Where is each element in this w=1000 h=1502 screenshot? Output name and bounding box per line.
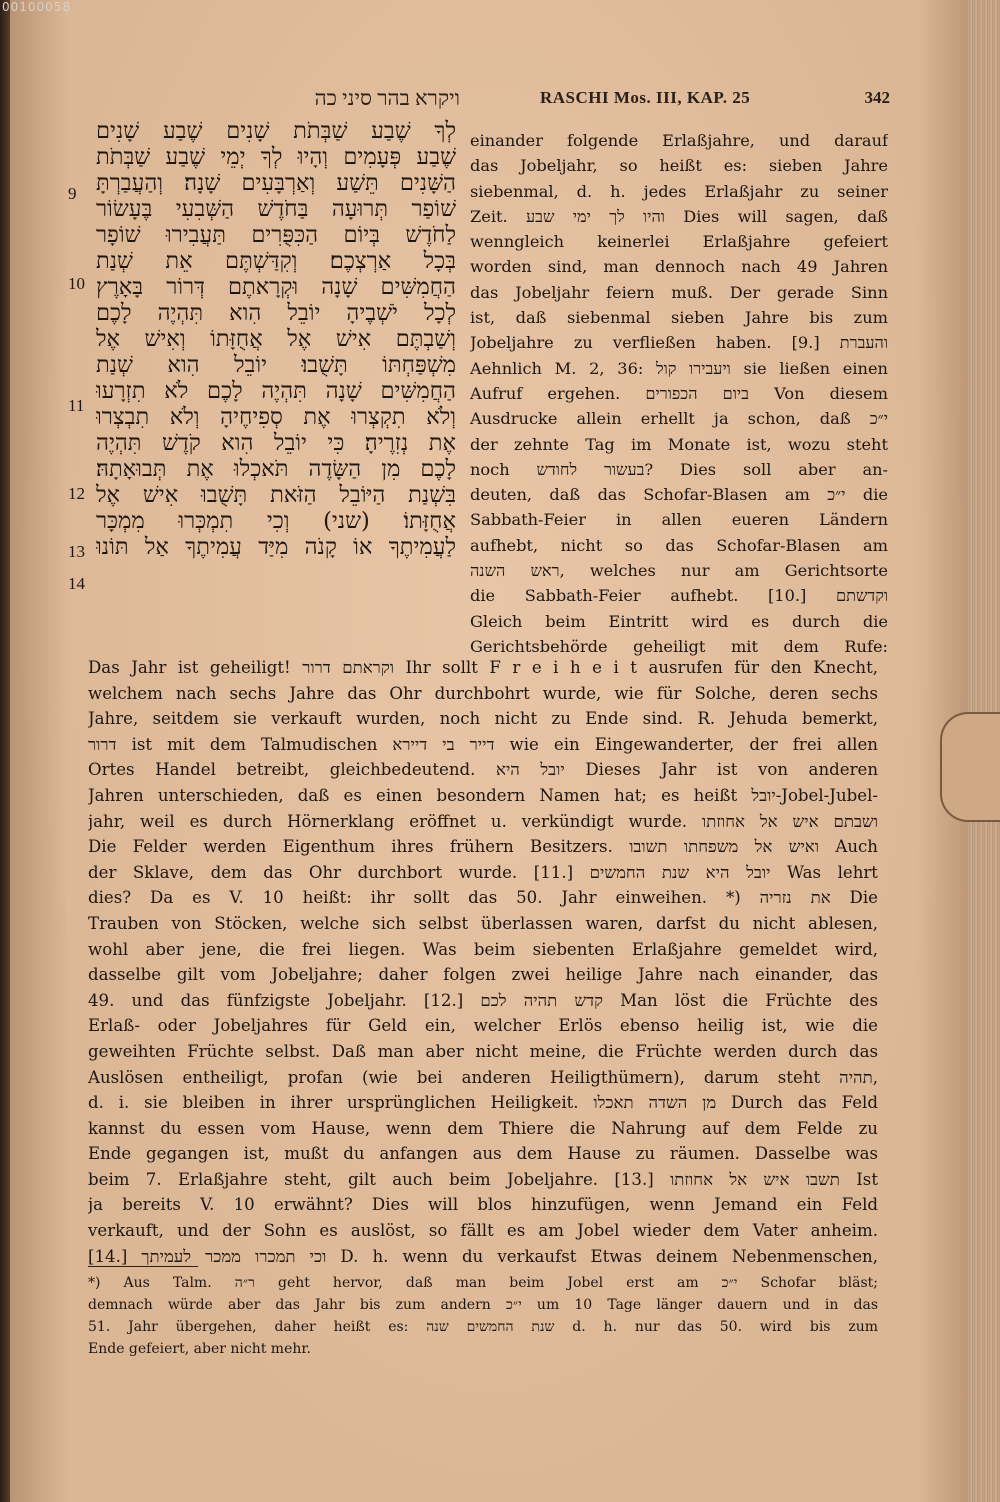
commentary-line: ja bereits V. 10 erwähnt? Dies will blos hinzufügen, wenn Jemand ein Feld — [88, 1195, 878, 1215]
commentary-line: Jahre, seitdem sie verkauft wurden, noch nicht zu Ende sind. R. Jehuda bemerkt, — [88, 709, 878, 729]
commentary-line: der Sklave, dem das Ohr durchbort wurde. [11.] יובל היא שנת החמשים Was lehrt — [88, 862, 878, 882]
commentary-line: Jahren unterschieden, daß es einen besondern Namen hat; es heißt יובל-Jobel-Jubel- — [88, 785, 878, 805]
commentary-line: das Jobeljahr feiern muß. Der gerade Sinn — [470, 282, 888, 302]
hebrew-line: הַחֲמִשִּׁים שָׁנָה תִּהְיֶה לָכֶם לֹא תִזְרָעוּ — [96, 378, 456, 404]
verse-number: 11 — [68, 396, 85, 415]
commentary-line: jahr, weil es durch Hörnerklang eröffnet u. verkündigt wurde. ושבתם איש אל אחוזתו — [88, 811, 878, 831]
hebrew-line: לְךָ שֶׁבַע שַׁבְּתֹת שָׁנִים שֶׁבַע שָׁנִים — [96, 118, 456, 144]
hebrew-line: וְלֹא תִקְצְרוּ אֶת סְפִיחֶיהָ וְלֹא תִבְצְרוּ — [96, 404, 456, 430]
hebrew-line: בְּכָל אַרְצְכֶם׃ וְקִדַּשְׁתֶּם אֵת שְׁנַת — [96, 248, 456, 274]
hebrew-running-title: ויקרא בהר סיני כה — [314, 86, 460, 110]
commentary-line: Das Jahr ist geheiligt! וקראתם דרור Ihr sollt F r e i h e i t ausrufen für den Knecht, — [88, 658, 878, 677]
footnote-line: Ende gefeiert, aber nicht mehr. — [88, 1341, 311, 1357]
commentary-line: verkauft, und der Sohn es auslöst, so fällt es am Jobel wieder dem Vater anheim. — [88, 1221, 878, 1241]
commentary-line: der zehnte Tag im Monate ist, wozu steht — [470, 434, 888, 454]
commentary-line: Ende gegangen ist, mußt du anfangen aus dem Hause zu räumen. Dasselbe was — [88, 1144, 878, 1164]
commentary-right-column — [470, 128, 888, 659]
commentary-line: דרור ist mit dem Talmudischen דייר בי דיירא wie ein Eingewanderter, der frei allen — [88, 734, 878, 754]
hebrew-line: מִשְׁפַּחְתּוֹ תָּשֻׁבוּ׃ יוֹבֵל הִוא שְׁנַת — [96, 352, 456, 378]
commentary-line: geweihten Früchte selbst. Daß man aber nicht meine, die Früchte werden durch das — [88, 1041, 878, 1061]
commentary-line: kannst du essen vom Hause, wenn dem Thiere die Nahrung auf dem Felde zu — [88, 1118, 878, 1138]
hebrew-line: אֲחֻזָּתוֹ׃ (שני) וְכִי תִמְכְּרוּ מִמְכָּר — [96, 508, 456, 534]
hebrew-line: שׁוֹפַר תְּרוּעָה בַּחֹדֶשׁ הַשְּׁבִעִי בֶּעָשׂוֹר — [96, 196, 456, 222]
commentary-line: Sabbath-Feier in allen eueren Ländern — [470, 510, 888, 530]
hebrew-line: בִּשְׁנַת הַיּוֹבֵל הַזֹּאת תָּשֻׁבוּ אִישׁ אֶל — [96, 482, 456, 508]
hebrew-verse-text — [96, 118, 456, 560]
commentary-line: wohl aber jene, die frei liegen. Was beim siebenten Erlaßjahre gemeldet wird, — [88, 939, 878, 959]
commentary-line: Jobeljahre zu verfließen haben. [9.] והעברת — [470, 333, 888, 353]
commentary-line: worden sind, man dennoch nach 49 Jahren — [470, 257, 888, 277]
commentary-line: Gleich beim Eintritt wird es durch die — [470, 611, 888, 631]
commentary-line: deuten, daß das Schofar-Blasen am י״כ die — [470, 485, 888, 505]
commentary-line: Erlaß- oder Jobeljahres für Geld ein, welcher Erlös ebenso heilig ist, wie die — [88, 1016, 878, 1036]
hebrew-line: שֶׁבַע פְּעָמִים וְהָיוּ לְךָ יְמֵי שֶׁבַע שַׁבְּתֹת — [96, 144, 456, 170]
commentary-line: Gerichtsbehörde geheiligt mit dem Rufe: — [470, 636, 888, 656]
commentary-line: noch בעשור לחודש? Dies soll aber an- — [470, 459, 888, 479]
footnote-line: 51. Jahr übergehen, daher heißt es: שנת החמשים שנה d. h. nur das 50. wird bis zum — [88, 1319, 878, 1335]
thumb-index-tab — [940, 712, 1000, 822]
verse-number: 13 — [68, 542, 85, 561]
commentary-line: d. i. sie bleiben in ihrer ursprünglichen Heiligkeit. מן השדה תאכלו Durch das Feld — [88, 1093, 878, 1113]
hebrew-line: לְכָל יֹשְׁבֶיהָ יוֹבֵל הִוא תִּהְיֶה לָכֶם — [96, 300, 456, 326]
hebrew-line: לַחֹדֶשׁ בְּיוֹם הַכִּפֻּרִים תַּעֲבִירוּ שׁוֹפָר — [96, 222, 456, 248]
commentary-line: Ortes Handel betreibt, gleichbedeutend. יובל היא Dieses Jahr ist von anderen — [88, 760, 878, 780]
footnote — [88, 1272, 878, 1360]
hebrew-line: לָכֶם מִן הַשָּׂדֶה תֹּאכְלוּ אֶת תְּבוּאָתָהּ׃ — [96, 456, 456, 482]
commentary-line: Ausdrucke allein erhellt ja schon, daß י״כ — [470, 409, 888, 429]
commentary-line: einander folgende Erlaßjahre, und darauf — [470, 131, 888, 150]
commentary-line: aufhebt, nicht so das Schofar-Blasen am — [470, 535, 888, 555]
commentary-full-width — [88, 655, 878, 1269]
verse-number: 9 — [68, 184, 77, 203]
commentary-line: Auslösen entheiligt, profan (wie bei anderen Heiligthümern), darum steht תהיה, — [88, 1067, 878, 1087]
footnote-divider — [88, 1266, 198, 1267]
commentary-line: die Sabbath-Feier aufhebt. [10.] וקדשתם — [470, 586, 888, 606]
scan-id: 00100058 — [2, 0, 72, 14]
hebrew-line: הַחֲמִשִּׁים שָׁנָה וּקְרָאתֶם דְּרוֹר בָּאָרֶץ — [96, 274, 456, 300]
commentary-line: das Jobeljahr, so heißt es: sieben Jahre — [470, 156, 888, 176]
page-number: 342 — [864, 88, 890, 107]
commentary-line: dies? Da es V. 10 heißt: ihr sollt das 50. Jahr einweihen. *) את נזריה Die — [88, 888, 878, 908]
verse-number: 14 — [68, 574, 85, 593]
commentary-line: welchem nach sechs Jahre das Ohr durchbohrt wurde, wie für Solche, deren sechs — [88, 683, 878, 703]
verse-number: 10 — [68, 274, 85, 293]
commentary-line: wenngleich keinerlei Erlaßjahre gefeiert — [470, 232, 888, 252]
hebrew-line: לַעֲמִיתֶךָ אוֹ קָנֹה מִיַּד עֲמִיתֶךָ אַל תּוֹנוּ — [96, 534, 456, 560]
commentary-line: Aehnlich M. 2, 36: ויעבירו קול sie ließen einen — [470, 358, 888, 378]
commentary-line: 49. und das fünfzigste Jobeljahr. [12.] קדש תהיה לכם Man löst die Früchte des — [88, 990, 878, 1010]
commentary-line: dasselbe gilt vom Jobeljahre; daher folgen zwei heilige Jahre nach einander, das — [88, 965, 878, 985]
commentary-line: Zeit. והיו לך ימי שבע Dies will sagen, daß — [470, 206, 888, 226]
commentary-line: ist, daß siebenmal sieben Jahre bis zum — [470, 308, 888, 328]
hebrew-line: אֶת נְזִרֶיהָ׃ כִּי יוֹבֵל הִוא קֹדֶשׁ תִּהְיֶה — [96, 430, 456, 456]
running-header — [160, 86, 890, 110]
running-title: RASCHI Mos. III, KAP. 25 — [540, 88, 751, 107]
footnote-line: *) Aus Talm. ר״ה geht hervor, daß man beim Jobel erst am י״כ Schofar bläst; — [88, 1275, 878, 1291]
commentary-line: [14.] וכי תמכרו ממכר לעמיתך D. h. wenn du verkaufst Etwas deinem Nebenmenschen, — [88, 1246, 878, 1266]
commentary-line: Aufruf ergehen. ביום הכפורים Von diesem — [470, 383, 888, 403]
commentary-line: Die Felder werden Eigenthum ihres frühern Besitzers. ואיש אל משפחתו תשובו Auch — [88, 837, 878, 857]
commentary-line: siebenmal, d. h. jedes Erlaßjahr zu seiner — [470, 181, 888, 201]
hebrew-line: הַשָּׁנִים תֵּשַׁע וְאַרְבָּעִים שָׁנָה׃ וְהַעֲבַרְתָּ — [96, 170, 456, 196]
verse-number: 12 — [68, 484, 85, 503]
commentary-line: ראש השנה, welches nur am Gerichtsorte — [470, 561, 888, 581]
footnote-line: demnach würde aber das Jahr bis zum andern י״כ um 10 Tage länger dauern und in das — [88, 1297, 878, 1313]
commentary-line: Trauben von Stöcken, welche sich selbst überlassen waren, darfst du nicht ablesen, — [88, 913, 878, 933]
hebrew-line: וְשַׁבְתֶּם אִישׁ אֶל אֲחֻזָּתוֹ וְאִישׁ אֶל — [96, 326, 456, 352]
commentary-line: beim 7. Erlaßjahre steht, gilt auch beim Jobeljahre. [13.] תשבו איש אל אחוזתו Ist — [88, 1169, 878, 1189]
